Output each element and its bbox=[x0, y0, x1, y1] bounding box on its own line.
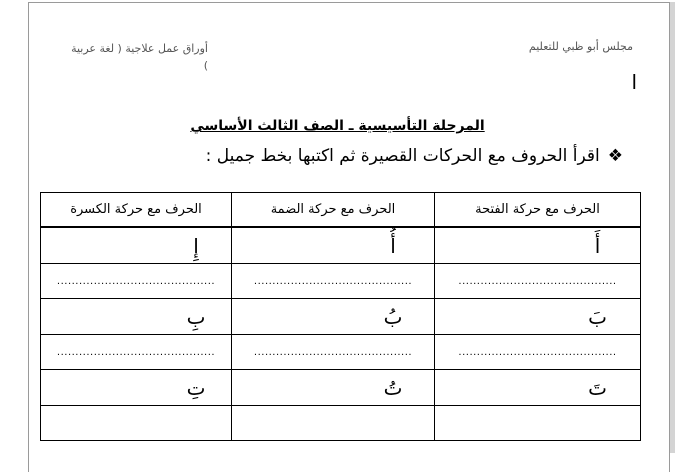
table-row bbox=[41, 228, 641, 264]
letter-cell: تِ bbox=[41, 370, 232, 406]
writing-line[interactable] bbox=[435, 406, 641, 441]
header-worksheet-type bbox=[48, 40, 208, 74]
table-row bbox=[41, 370, 641, 406]
header-damma: الحرف مع حركة الضمة bbox=[232, 193, 435, 227]
letter-cell: تُ bbox=[232, 370, 435, 406]
header-fatha: الحرف مع حركة الفتحة bbox=[435, 193, 641, 227]
header-organization: مجلس أبو ظبي للتعليم bbox=[528, 40, 633, 53]
page-title bbox=[0, 118, 675, 134]
writing-line[interactable]: ........................................... bbox=[232, 335, 435, 370]
letters-table bbox=[40, 192, 641, 441]
writing-line[interactable]: ........................................... bbox=[232, 264, 435, 299]
page-title-text: المرحلة التأسيسية ـ الصف الثالث الأساسي bbox=[190, 118, 485, 134]
header-worksheet-line1: أوراق عمل علاجية ( لغة عربية bbox=[71, 42, 208, 55]
header-worksheet-line2: ) bbox=[203, 59, 208, 72]
header-kasra: الحرف مع حركة الكسرة bbox=[41, 193, 232, 227]
table-row bbox=[41, 335, 641, 370]
writing-line[interactable]: ........................................... bbox=[435, 264, 641, 299]
table-header-row bbox=[41, 193, 641, 227]
letter-cell: بُ bbox=[232, 299, 435, 335]
letter-cell: بَ bbox=[435, 299, 641, 335]
diamond-bullet-icon: ❖ bbox=[607, 146, 623, 166]
writing-line[interactable]: ........................................... bbox=[435, 335, 641, 370]
writing-line[interactable] bbox=[41, 406, 232, 441]
table-row bbox=[41, 264, 641, 299]
writing-line[interactable] bbox=[232, 406, 435, 441]
table-row bbox=[41, 299, 641, 335]
writing-line[interactable]: ........................................... bbox=[41, 335, 232, 370]
letter-cell: أَ bbox=[435, 228, 641, 264]
letter-cell: تَ bbox=[435, 370, 641, 406]
instruction bbox=[206, 146, 623, 166]
writing-line[interactable]: ........................................... bbox=[41, 264, 232, 299]
page-number: ا bbox=[631, 70, 637, 94]
letter-cell: أُ bbox=[232, 228, 435, 264]
table-row bbox=[41, 406, 641, 441]
letter-cell: إِ bbox=[41, 228, 232, 264]
letter-cell: بِ bbox=[41, 299, 232, 335]
page-shadow bbox=[670, 2, 675, 453]
instruction-text: اقرأ الحروف مع الحركات القصيرة ثم اكتبها بخط جميل : bbox=[205, 146, 600, 166]
